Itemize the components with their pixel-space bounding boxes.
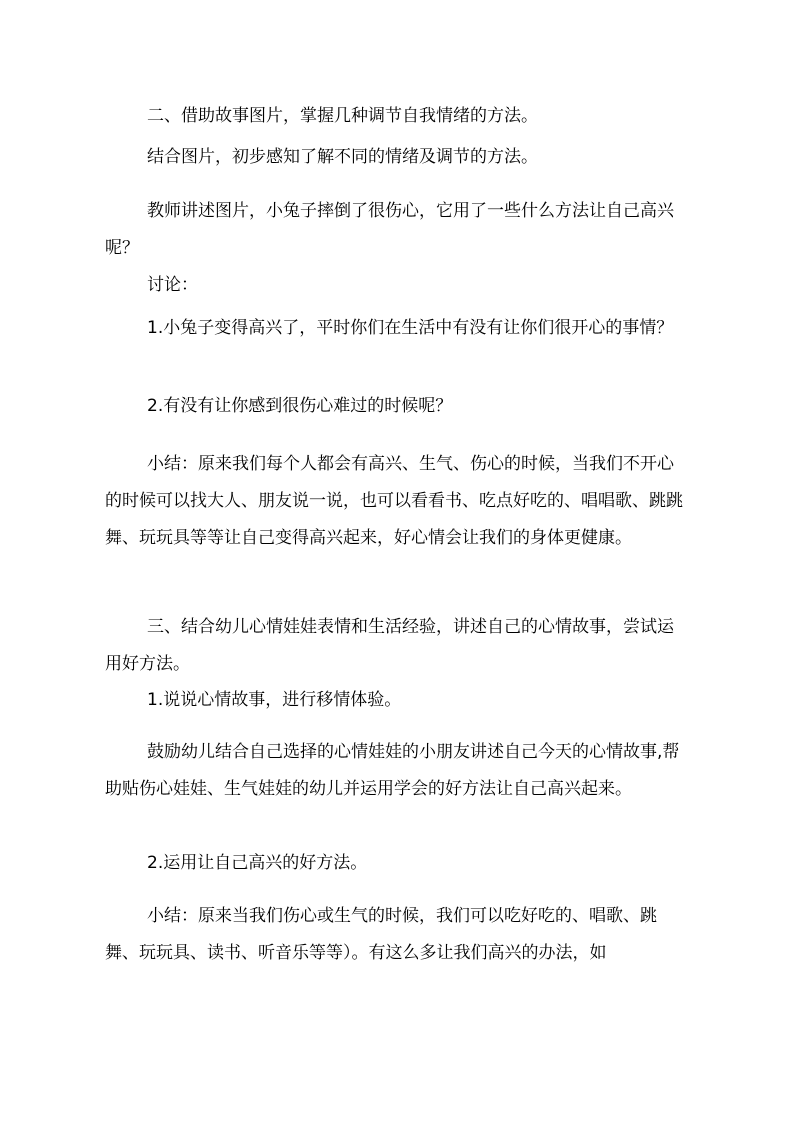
paragraph: 讨论：	[147, 275, 198, 295]
section-heading-2: 二、借助故事图片，掌握几种调节自我情绪的方法。	[147, 106, 538, 126]
section-heading-3: 三、结合幼儿心情娃娃表情和生活经验，讲述自己的心情故事，尝试运用好方法。	[105, 617, 674, 674]
list-item: 1.小兔子变得高兴了，平时你们在生活中有没有让你们很开心的事情？	[147, 318, 674, 338]
paragraph: 结合图片，初步感知了解不同的情绪及调节的方法。	[147, 147, 538, 167]
paragraph: 教师讲述图片，小兔子摔倒了很伤心，它用了一些什么方法让自己高兴呢？	[105, 201, 674, 258]
summary-paragraph: 小结：原来我们每个人都会有高兴、生气、伤心的时候，当我们不开心的时候可以找大人、朋友说一说，也可以看看书、吃点好吃的、唱唱歌、跳跳舞、玩玩具等等让自己变得高兴起来，好心情会让我们的身体更健康。	[105, 454, 683, 548]
list-item: 1.说说心情故事，进行移情体验。	[147, 690, 402, 710]
list-item: 2.有没有让你感到很伤心难过的时候呢？	[147, 396, 453, 416]
paragraph: 鼓励幼儿结合自己选择的心情娃娃的小朋友讲述自己今天的心情故事,帮助贴伤心娃娃、生气娃娃的幼儿并运用学会的好方法让自己高兴起来。	[105, 742, 680, 799]
list-item: 2.运用让自己高兴的好方法。	[147, 853, 368, 873]
summary-paragraph: 小结：原来当我们伤心或生气的时候，我们可以吃好吃的、唱歌、跳舞、玩玩具、读书、听音乐等等）。有这么多让我们高兴的办法，如	[105, 906, 657, 963]
